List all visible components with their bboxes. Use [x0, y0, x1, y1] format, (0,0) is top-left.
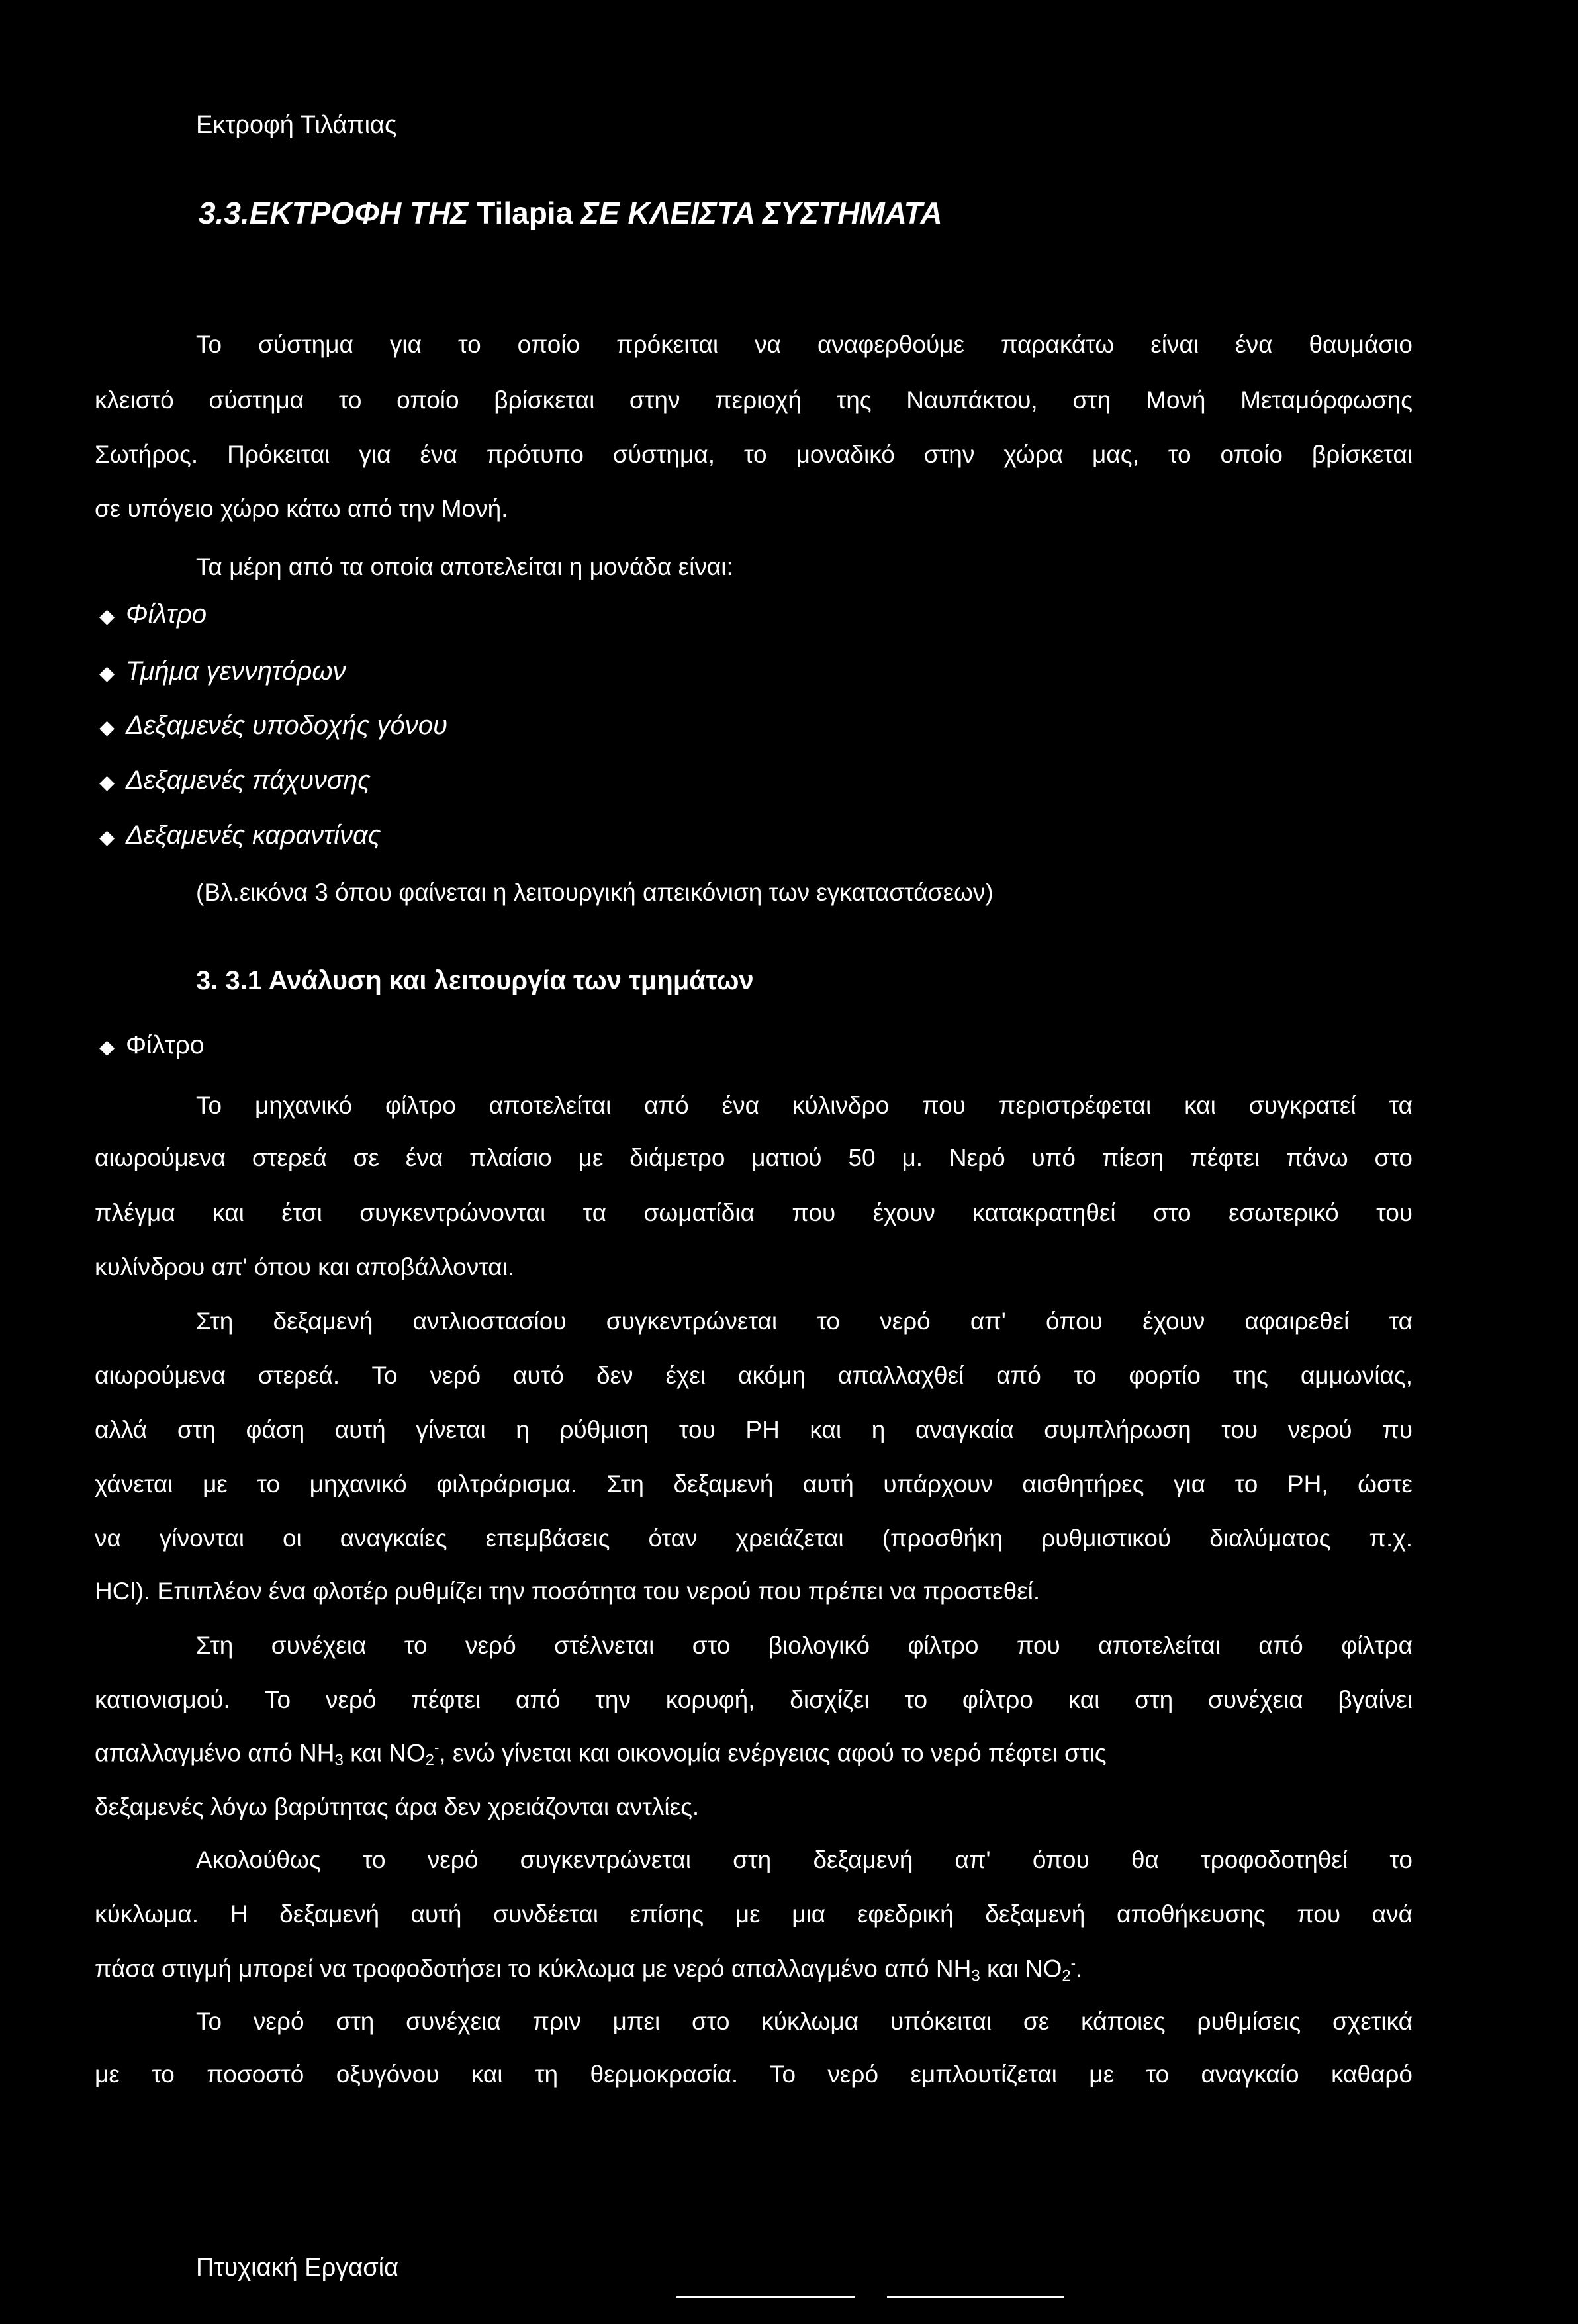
- superscript: -: [434, 1739, 440, 1756]
- body-line: κατιονισμού. Το νερό πέφτει από την κορυφή, δισχίζει το φίλτρο και στη συνέχεια βγαίνει: [95, 1686, 1413, 1713]
- section-title-prefix: 3.3.ΕΚΤΡΟΦΗ ΤΗΣ: [199, 196, 477, 230]
- part-item-label: Δεξαμενές πάχυνσης: [126, 766, 371, 795]
- body-line: Το μηχανικό φίλτρο αποτελείται από ένα κύλινδρο που περιστρέφεται και συγκρατεί τα: [196, 1092, 1413, 1119]
- figure-note: (Βλ.εικόνα 3 όπου φαίνεται η λειτουργική απεικόνιση των εγκαταστάσεων): [196, 879, 994, 906]
- subscript: 2: [1062, 1967, 1071, 1985]
- subscript: 3: [971, 1967, 980, 1985]
- body-line: δεξαμενές λόγω βαρύτητας άρα δεν χρειάζονται αντλίες.: [95, 1793, 700, 1820]
- diamond-bullet-icon: ◆: [99, 662, 115, 684]
- footer-rule: [887, 2296, 1064, 2298]
- text-run: , ενώ γίνεται και οικονομία ενέργειας αφού το νερό πέφτει στις: [439, 1739, 1107, 1767]
- part-item-label: Δεξαμενές καραντίνας: [126, 821, 381, 850]
- body-line: χάνεται με το μηχανικό φιλτράρισμα. Στη δεξαμενή αυτή υπάρχουν αισθητήρες για το PH, ώστε: [95, 1470, 1413, 1497]
- body-line: με το ποσοστό οξυγόνου και τη θερμοκρασία. Το νερό εμπλουτίζεται με το αναγκαίο καθαρό: [95, 2061, 1413, 2088]
- part-item-broodstock: [99, 656, 346, 686]
- body-line-chemistry: [95, 1955, 1082, 1985]
- page-footer: Πτυχιακή Εργασία: [196, 2254, 399, 2282]
- part-item-filter: [99, 600, 207, 629]
- body-line: κυλίνδρου απ' όπου και αποβάλλονται.: [95, 1253, 515, 1280]
- part-item-quarantine-tanks: [99, 821, 381, 850]
- text-run: .: [1076, 1955, 1083, 1983]
- body-line-chemistry: [95, 1739, 1107, 1769]
- page-header: Εκτροφή Τιλάπιας: [196, 111, 397, 139]
- part-item-fattening-tanks: [99, 766, 371, 795]
- text-run: και NO: [343, 1739, 426, 1767]
- body-line: αιωρούμενα στερεά σε ένα πλαίσιο με διάμετρο ματιού 50 μ. Νερό υπό πίεση πέφτει πάνω στο: [95, 1144, 1413, 1171]
- part-item-label: Τμήμα γεννητόρων: [126, 656, 346, 686]
- intro-line: Σωτήρος. Πρόκειται για ένα πρότυπο σύστημα, το μοναδικό στην χώρα μας, το οποίο βρίσκεται: [95, 441, 1413, 468]
- text-run: και NO: [980, 1955, 1062, 1983]
- diamond-bullet-icon: ◆: [99, 717, 115, 738]
- body-line: να γίνονται οι αναγκαίες επεμβάσεις όταν χρειάζεται (προσθήκη ρυθμιστικού διαλύματος π.χ.: [95, 1525, 1413, 1552]
- subscript: 3: [334, 1751, 344, 1769]
- body-line: Ακολούθως το νερό συγκεντρώνεται στη δεξαμενή απ' όπου θα τροφοδοτηθεί το: [196, 1846, 1413, 1873]
- section-title-species: Tilapia: [477, 196, 573, 230]
- body-line: αλλά στη φάση αυτή γίνεται η ρύθμιση του PH και η αναγκαία συμπλήρωση του νερού πυ: [95, 1416, 1413, 1443]
- filter-heading: [99, 1031, 205, 1060]
- filter-heading-label: Φίλτρο: [126, 1031, 205, 1059]
- diamond-bullet-icon: ◆: [99, 605, 115, 627]
- body-line: πλέγμα και έτσι συγκεντρώνονται τα σωματίδια που έχουν κατακρατηθεί στο εσωτερικό του: [95, 1199, 1413, 1226]
- superscript: -: [1070, 1955, 1076, 1971]
- subsection-heading: 3. 3.1 Ανάλυση και λειτουργία των τμημάτων: [196, 966, 754, 995]
- part-item-fry-tanks: [99, 711, 447, 740]
- body-line: Στη δεξαμενή αντλιοστασίου συγκεντρώνεται το νερό απ' όπου έχουν αφαιρεθεί τα: [196, 1308, 1413, 1335]
- diamond-bullet-icon: ◆: [99, 772, 115, 793]
- body-line: Το νερό στη συνέχεια πριν μπει στο κύκλωμα υπόκειται σε κάποιες ρυθμίσεις σχετικά: [196, 2008, 1413, 2035]
- body-line: αιωρούμενα στερεά. Το νερό αυτό δεν έχει ακόμη απαλλαχθεί από το φορτίο της αμμωνίας,: [95, 1362, 1413, 1389]
- section-title-suffix: ΣΕ ΚΛΕΙΣΤΑ ΣΥΣΤΗΜΑΤΑ: [573, 196, 943, 230]
- part-item-label: Δεξαμενές υποδοχής γόνου: [126, 711, 447, 740]
- body-line: HCl). Επιπλέον ένα φλοτέρ ρυθμίζει την ποσότητα του νερού που πρέπει να προστεθεί.: [95, 1578, 1041, 1605]
- part-item-label: Φίλτρο: [126, 600, 207, 629]
- body-line: Στη συνέχεια το νερό στέλνεται στο βιολογικό φίλτρο που αποτελείται από φίλτρα: [196, 1632, 1413, 1659]
- subscript: 2: [425, 1751, 434, 1769]
- diamond-bullet-icon: ◆: [99, 1036, 115, 1058]
- intro-line: σε υπόγειο χώρο κάτω από την Μονή.: [95, 495, 508, 522]
- body-line: κύκλωμα. Η δεξαμενή αυτή συνδέεται επίσης με μια εφεδρική δεξαμενή αποθήκευσης που ανά: [95, 1900, 1413, 1928]
- diamond-bullet-icon: ◆: [99, 827, 115, 848]
- footer-rule: [676, 2296, 855, 2298]
- section-title: [199, 195, 943, 231]
- intro-line: Το σύστημα για το οποίο πρόκειται να αναφερθούμε παρακάτω είναι ένα θαυμάσιο: [196, 331, 1413, 358]
- intro-parts-lead: Τα μέρη από τα οποία αποτελείται η μονάδα είναι:: [196, 553, 733, 580]
- text-run: πάσα στιγμή μπορεί να τροφοδοτήσει το κύκλωμα με νερό απαλλαγμένο από NH: [95, 1955, 972, 1983]
- intro-line: κλειστό σύστημα το οποίο βρίσκεται στην περιοχή της Ναυπάκτου, στη Μονή Μεταμόρφωσης: [95, 386, 1413, 414]
- text-run: απαλλαγμένο από NH: [95, 1739, 335, 1767]
